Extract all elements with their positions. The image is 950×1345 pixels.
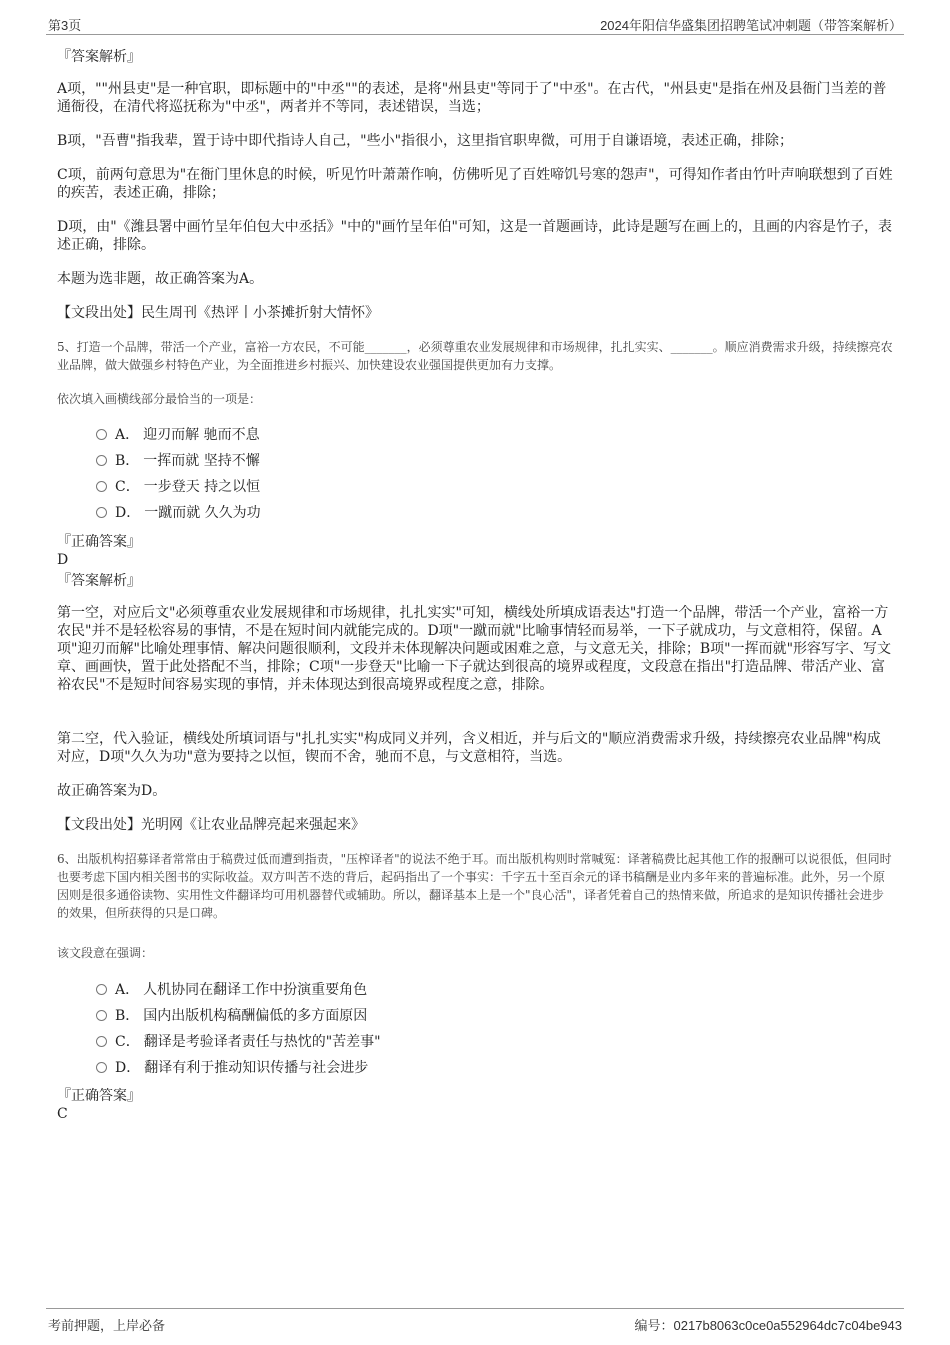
document-title: 2024年阳信华盛集团招聘笔试冲刺题（带答案解析） xyxy=(600,18,902,33)
page-footer xyxy=(46,1308,904,1333)
footer-serial: 编号：0217b8063c0ce0a552964dc7c04be943 xyxy=(634,1318,902,1333)
q5-source: 【文段出处】光明网《让农业品牌亮起来强起来》 xyxy=(57,817,365,833)
q5-option-b[interactable]: B． 一挥而就 坚持不懈 xyxy=(96,448,796,474)
q6-stem: 6、出版机构招募译者常常由于稿费过低而遭到指责，"压榨译者"的说法不绝于耳。而出版机构则时常喊冤：译著稿费比起其他工作的报酬可以说很低，但同时也要考虑下国内相关图书的实际收益。双方叫苦不迭的背后，起码指出了一个事实：千字五十至百余元的译书稿酬是业内多年来的普遍标准。此外，另一个原因则是很多通俗读物、实用性文件翻译均可用机器替代或辅助。所以，翻译基本上是一个"良心活"，译者凭着自己的热情来做，所追求的是知识传播社会进步的效果，但所获得的只是口碑。 xyxy=(57,852,892,920)
q6-answer-label: 『正确答案』 xyxy=(57,1088,141,1104)
q5-option-c[interactable]: C． 一步登天 持之以恒 xyxy=(96,474,796,500)
radio-icon[interactable] xyxy=(96,1010,107,1021)
q6-option-c[interactable]: C． 翻译是考验译者责任与热忱的"苦差事" xyxy=(96,1029,796,1055)
q6-option-b[interactable]: B． 国内出版机构稿酬偏低的多方面原因 xyxy=(96,1003,796,1029)
q5-analysis-label: 『答案解析』 xyxy=(57,573,141,589)
radio-icon[interactable] xyxy=(96,1036,107,1047)
footer-slogan: 考前押题，上岸必备 xyxy=(48,1318,166,1333)
q4-analysis-label: 『答案解析』 xyxy=(57,49,141,65)
q5-conclusion: 故正确答案为D。 xyxy=(57,783,167,799)
q4-option-b-analysis: B项，"吾曹"指我辈，置于诗中即代指诗人自己，"些小"指很小，这里指官职卑微，可用于自谦语境，表述正确，排除； xyxy=(57,133,794,149)
page-header xyxy=(46,14,904,35)
q6-options xyxy=(96,977,796,1081)
q5-options xyxy=(96,422,796,526)
q4-source: 【文段出处】民生周刊《热评丨小茶摊折射大情怀》 xyxy=(57,305,379,321)
radio-icon[interactable] xyxy=(96,455,107,466)
q5-option-a[interactable]: A． 迎刃而解 驰而不息 xyxy=(96,422,796,448)
q4-option-c-analysis: C项，前两句意思为"在衙门里休息的时候，听见竹叶萧萧作响，仿佛听见了百姓啼饥号寒的怨声"，可得知作者由竹叶声响联想到了百姓的疾苦，表述正确，排除； xyxy=(57,167,893,201)
q5-analysis-p1: 第一空，对应后文"必须尊重农业发展规律和市场规律，扎扎实实"可知，横线处所填成语表达"打造一个品牌，带活一个产业，富裕一方农民"并不是轻松容易的事情，不是在短时间内就能完成的。D项"一蹴而就"比喻事情轻而易举，一下子就成功，与文意相符，保留。A项"迎刃而解"比喻处理事情、解决问题很顺利，文段并未体现解决问题或困难之意，与文意无关，排除；B项"一挥而就"形容写字、写文章、画画快，置于此处搭配不当，排除；C项"一步登天"比喻一下子就达到很高的境界或程度，文段意在指出"打造品牌、带活产业、富裕农民"不是短时间容易实现的事情，并未体现达到很高境界或程度之意，排除。 xyxy=(57,605,892,693)
q4-conclusion: 本题为选非题，故正确答案为A。 xyxy=(57,271,264,287)
radio-icon[interactable] xyxy=(96,507,107,518)
page-number: 第3页 xyxy=(48,18,82,33)
radio-icon[interactable] xyxy=(96,481,107,492)
q6-prompt: 该文段意在强调： xyxy=(57,946,154,960)
q5-analysis-p2: 第二空，代入验证，横线处所填词语与"扎扎实实"构成同义并列，含义相近，并与后文的"顺应消费需求升级，持续擦亮农业品牌"构成对应，D项"久久为功"意为要持之以恒，锲而不舍，驰而不息，与文意相符，当选。 xyxy=(57,731,881,765)
q4-option-d-analysis: D项，由"《潍县署中画竹呈年伯包大中丞括》"中的"画竹呈年伯"可知，这是一首题画诗，此诗是题写在画上的，且画的内容是竹子，表述正确，排除。 xyxy=(57,219,892,253)
q5-answer-label: 『正确答案』 xyxy=(57,534,141,550)
q5-prompt: 依次填入画横线部分最恰当的一项是： xyxy=(57,392,262,406)
radio-icon[interactable] xyxy=(96,1062,107,1073)
q5-stem: 5、打造一个品牌，带活一个产业，富裕一方农民，不可能_______，必须尊重农业发展规律和市场规律，扎扎实实、_______。顺应消费需求升级，持续擦亮农业品牌，做大做强乡村特色产业，为全面推进乡村振兴、加快建设农业强国提供更加有力支撑。 xyxy=(57,340,893,372)
radio-icon[interactable] xyxy=(96,984,107,995)
q5-option-d[interactable]: D． 一蹴而就 久久为功 xyxy=(96,500,796,526)
radio-icon[interactable] xyxy=(96,429,107,440)
q5-answer: D xyxy=(57,552,69,568)
q4-option-a-analysis: A项，""州县吏"是一种官职，即标题中的"中丞""的表述，是将"州县吏"等同于了"中丞"。在古代，"州县吏"是指在州及县衙门当差的普通衙役，在清代将巡抚称为"中丞"，两者并不等同，表述错误，当选； xyxy=(57,81,887,115)
q6-option-a[interactable]: A． 人机协同在翻译工作中扮演重要角色 xyxy=(96,977,796,1003)
q6-option-d[interactable]: D． 翻译有利于推动知识传播与社会进步 xyxy=(96,1055,796,1081)
q6-answer: C xyxy=(57,1106,68,1122)
